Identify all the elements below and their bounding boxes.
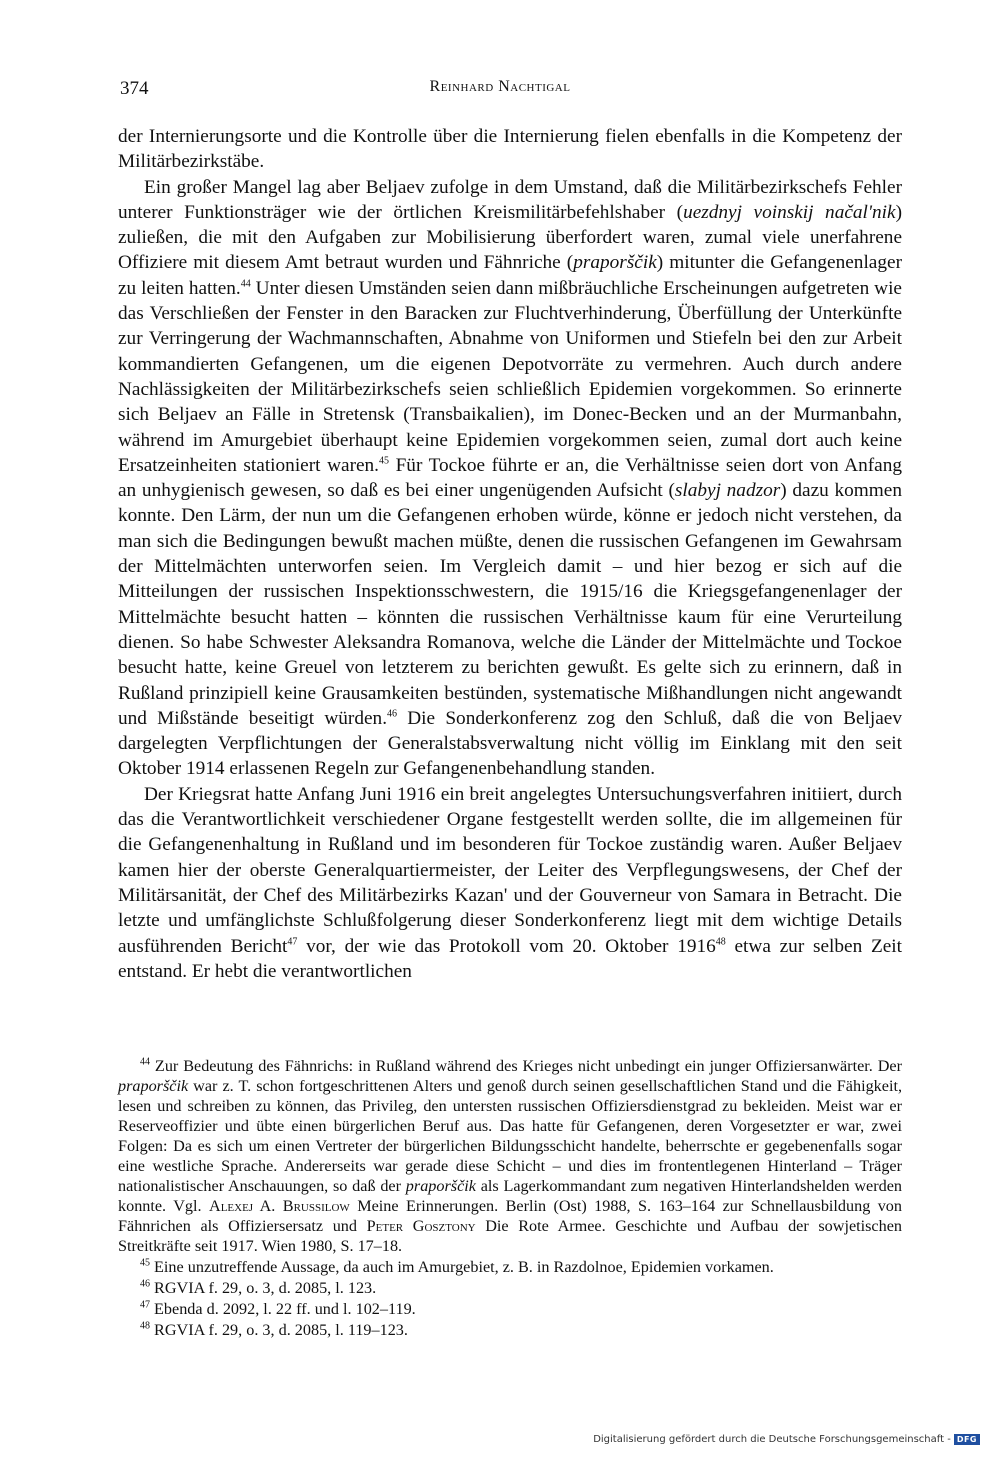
footnote-48 bbox=[118, 1320, 902, 1340]
text-run: ) mitunter die Gefangenenlager zu leiten hatten. bbox=[118, 252, 902, 299]
footnote-number: 44 bbox=[140, 1056, 150, 1068]
text-run: Ebenda d. 2092, l. 22 ff. und l. 102–119. bbox=[150, 1300, 416, 1318]
text-run: Meine Erinnerungen. Berlin (Ost) 1988, S. 163–164 zur Schnellausbildung von Fähnrichen als Offiziersersatz und bbox=[118, 1197, 902, 1235]
body-text bbox=[118, 124, 902, 984]
paragraph bbox=[118, 782, 902, 984]
text-run: ) dazu kommen konnte. Den Lärm, der nun um die Gefangenen erhoben würde, könne er jedoch nicht verstehen, da man sich die Bedingungen bewußt machen müßte, denen die russischen Gefangenen im Gewahrsam der Mittelmächten unterworfen seien. Im Vergleich damit – und hier bezog er sich auf die Mitteilungen der russischen Inspektionsschwestern, die 1915/16 die Kriegsgefangenenlager der Mittelmächte besucht hatten – könnten die russischen Verhältnisse kaum für eine Verurteilung dienen. So habe Schwester Aleksandra Romanova, welche die Länder der Mittelmächte und Tockoe besucht hatte, keine Greuel von letzterem zu berichten gewußt. Es gelte sich zu erinnern, daß in Rußland prinzipiell keine Grausamkeiten bestünden, systematische Mißhandlungen nicht angewandt und Mißstände beseitigt würden. bbox=[118, 480, 902, 729]
footnote-number: 46 bbox=[140, 1278, 150, 1290]
dfg-logo-icon: DFG bbox=[954, 1434, 980, 1445]
text-run: vor, der wie das Protokoll vom 20. Oktober 1916 bbox=[297, 935, 716, 957]
running-head: Reinhard Nachtigal bbox=[429, 78, 571, 95]
text-run: Eine unzutreffende Aussage, da auch im Amurgebiet, z. B. in Razdolnoe, Epidemien vorkamen. bbox=[150, 1258, 774, 1276]
footnote-number: 48 bbox=[140, 1320, 150, 1332]
footnote-number: 47 bbox=[140, 1299, 150, 1311]
text-run: RGVIA f. 29, o. 3, d. 2085, l. 123. bbox=[150, 1279, 377, 1297]
credit-text: Digitalisierung gefördert durch die Deutsche Forschungsgemeinschaft - bbox=[593, 1434, 951, 1445]
page-number: 374 bbox=[120, 78, 149, 99]
text-run: war z. T. schon fortgeschrittenen Alters und genoß durch seinen gesellschaftlichen Stand und die Fähigkeit, lesen und schreiben zu können, das Privileg, den untersten russischen Offiziersdienstgrad zu bekleiden. Meist war er Reserveoffizier und übte einen bürgerlichen Beruf aus. Das hatte für Gefangenen, deren Vorgesetzter er war, zwei Folgen: Da es sich um einen Vertreter der bürgerlichen Bildungsschicht handelte, beherrschte er gegebenenfalls sogar eine westliche Sprache. Andererseits war gerade diese Schicht – und dies im frontentlegenen Hinterland – Träger nationalistischer Anschauungen, so daß der bbox=[118, 1077, 902, 1195]
text-run: etwa zur selben Zeit entstand. Er hebt die verantwortlichen bbox=[118, 935, 903, 982]
footnotes bbox=[118, 1056, 902, 1341]
text-run: Die Rote Armee. Geschichte und Aufbau der sowjetischen Streitkräfte seit 1917. Wien 1980, S. 17–18. bbox=[118, 1217, 902, 1255]
footnote-ref-46[interactable]: 46 bbox=[387, 708, 398, 720]
footnote-ref-45[interactable]: 45 bbox=[379, 455, 390, 467]
paragraph: der Internierungsorte und die Kontrolle über die Internierung fielen ebenfalls in die Kompetenz der Militärbezirkstäbe. bbox=[118, 126, 902, 173]
footnote-44 bbox=[118, 1056, 902, 1256]
footnote-ref-44[interactable]: 44 bbox=[240, 278, 251, 290]
russian-term: praporščik bbox=[573, 252, 657, 274]
text-run: Zur Bedeutung des Fähnrichs: in Rußland während des Krieges nicht unbedingt ein junger Offiziersanwärter. Der bbox=[150, 1057, 902, 1075]
text-run: RGVIA f. 29, o. 3, d. 2085, l. 119–123. bbox=[150, 1321, 408, 1339]
footnote-45 bbox=[118, 1257, 902, 1277]
footnote-number: 45 bbox=[140, 1257, 150, 1269]
digitization-credit bbox=[593, 1434, 980, 1445]
russian-term: praporščik bbox=[118, 1077, 189, 1095]
text-run: Der Kriegsrat hatte Anfang Juni 1916 ein breit angelegtes Untersuchungsverfahren initiiert, durch das die Verantwortlichkeit verschiedener Organe festgestellt werden sollte, die im allgemeinen für die Gefangenenhaltung in Rußland und im besonderen für Tockoe zuständig waren. Außer Beljaev kamen hier der oberste Generalquartiermeister, der Leiter des Verpflegungswesens, der Chef der Militärsanität, der Chef des Militärbezirks Kazan' und der Gouverneur von Samara in Betracht. Die letzte und umfänglichste Schlußfolgerung dieser Sonderkonferenz liegt mit dem wichtige Details ausführenden Bericht bbox=[118, 783, 902, 957]
text-run: Die Sonderkonferenz zog den Schluß, daß die von Beljaev dargelegten Verpflichtungen der Generalstabsverwaltung nicht völlig im Einklang mit den seit Oktober 1914 erlassenen Regeln zur Gefangenenbehandlung standen. bbox=[118, 707, 902, 780]
text-run: ) zuließen, die mit den Aufgaben zur Mobilisierung überfordert waren, zumal viele unerfahrene Offiziere mit diesem Amt betraut wurden und Fähnriche ( bbox=[118, 201, 902, 274]
footnote-ref-48[interactable]: 48 bbox=[715, 936, 726, 948]
russian-term: slabyj nadzor bbox=[674, 480, 781, 502]
footnote-47 bbox=[118, 1299, 902, 1319]
russian-term: praporščik bbox=[405, 1177, 476, 1195]
text-run: Ein großer Mangel lag aber Beljaev zufolge in dem Umstand, daß die Militärbezirkschefs Fehler unterer Funktionsträger wie der örtlichen Kreismilitärbefehlshaber ( bbox=[118, 176, 902, 223]
text-run: Unter diesen Umständen seien dann mißbräuchliche Erscheinungen aufgetreten wie das Verschließen der Fenster in den Baracken zur Fluchtverhinderung, Überfüllung der Unterkünfte zur Verringerung der Wachmannschaften, Abnahme von Uniformen und Stiefeln bei den zur Arbeit kommandierten Gefangenen, um die eigenen Depotvorräte zu vermehren. Auch durch andere Nachlässigkeiten der Militärbezirkschefs seien schließlich Epidemien vorgekommen. So erinnerte sich Beljaev an Fälle in Stretensk (Transbaikalien), im Donec-Becken und an der Murmanbahn, während im Amurgebiet überhaupt keine Epidemien vorgekommen seien, zumal dort auch keine Ersatzeinheiten stationiert waren. bbox=[118, 277, 902, 476]
russian-term: uezdnyj voinskij načal'nik bbox=[683, 201, 896, 223]
footnote-ref-47[interactable]: 47 bbox=[287, 936, 298, 948]
author-name: Peter Gosztony bbox=[366, 1217, 476, 1235]
author-name: Alexej A. Brussilow bbox=[209, 1197, 350, 1215]
text-run: Für Tockoe führte er an, die Verhältnisse seien dort von Anfang an unhygienisch gewesen, so daß es bei einer ungenügenden Aufsicht ( bbox=[118, 454, 902, 502]
paragraph bbox=[118, 175, 902, 782]
text-run: als Lagerkommandant zum negativen Hinterlandshelden werden konnte. Vgl. bbox=[118, 1177, 902, 1215]
footnote-46 bbox=[118, 1278, 902, 1298]
